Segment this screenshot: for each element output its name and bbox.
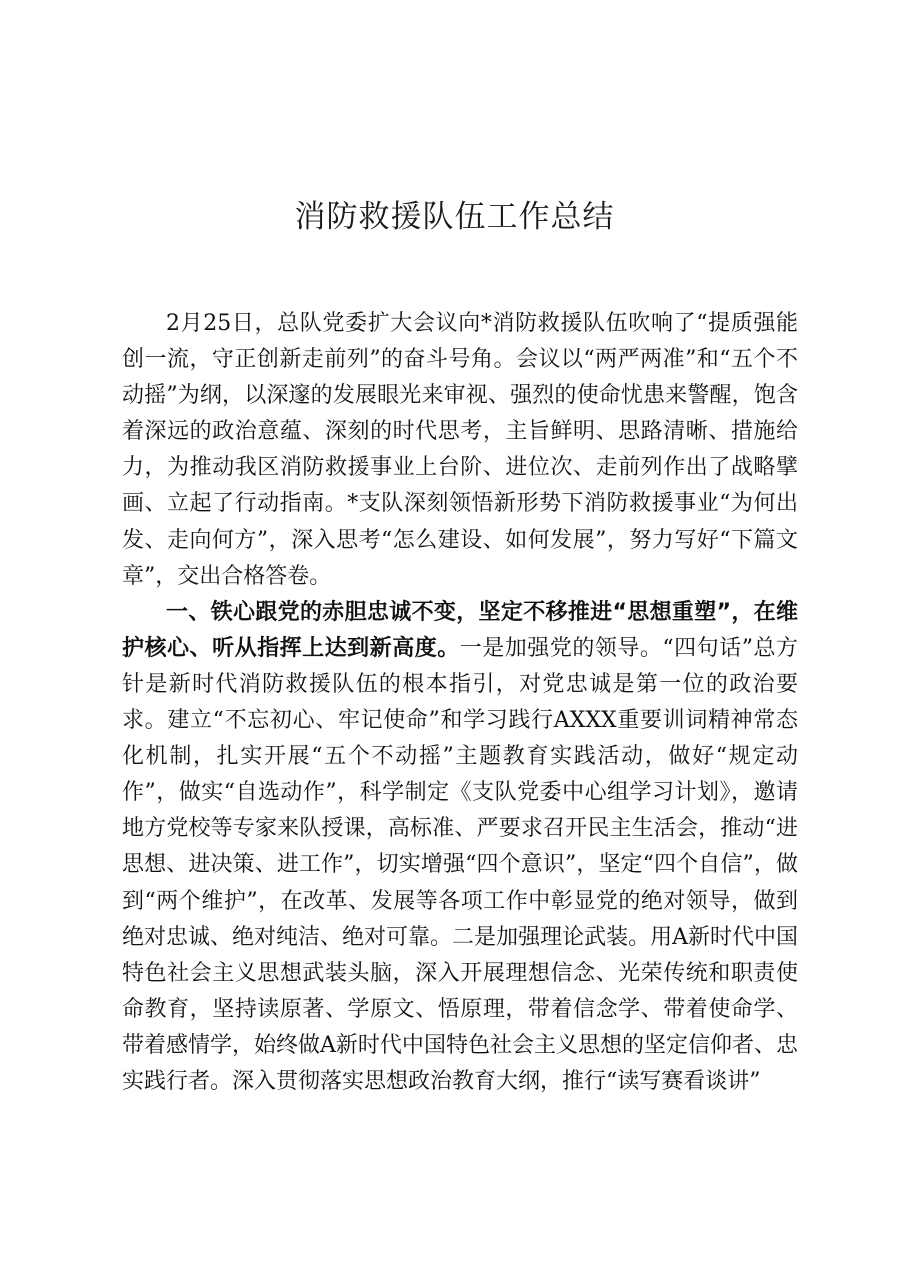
intro-paragraph-text: 2月25日，总队党委扩大会议向*消防救援队伍吹响了“提质强能创一流，守正创新走前列”的奋斗号角。会议以“两严两准”和“五个不动摇”为纲，以深邃的发展眼光来审视、强烈的使命忧患来警醒，饱含着深远的政治意蕴、深刻的时代思考，主旨鲜明、思路清晰、措施给力，为推动我区消防救援事业上台阶、进位次、走前列作出了战略擘画、立起了行动指南。*支队深刻领悟新形势下消防救援事业“为何出发、走向何方”，深入思考“怎么建设、如何发展”，努力写好“下篇文章”，交出合格答卷。: [122, 311, 798, 589]
section-one-paragraph: [122, 595, 798, 1100]
document-body: [122, 306, 798, 1100]
section-one-text: 一是加强党的领导。“四句话”总方针是新时代消防救援队伍的根本指引，对党忠诚是第一位的政治要求。建立“不忘初心、牢记使命”和学习践行AXXX重要训词精神常态化机制，扎实开展“五个不动摇”主题教育实践活动，做好“规定动作”，做实“自选动作”，科学制定《支队党委中心组学习计划》，邀请地方党校等专家来队授课，高标准、严要求召开民主生活会，推动“进思想、进决策、进工作”，切实增强“四个意识”，坚定“四个自信”，做到“两个维护”，在改革、发展等各项工作中彰显党的绝对领导，做到绝对忠诚、绝对纯洁、绝对可靠。二是加强理论武装。用A新时代中国特色社会主义思想武装头脑，深入开展理想信念、光荣传统和职责使命教育，坚持读原著、学原文、悟原理，带着信念学、带着使命学、带着感情学，始终做A新时代中国特色社会主义思想的坚定信仰者、忠实践行者。深入贯彻落实思想政治教育大纲，推行“读写赛看谈讲”: [122, 635, 798, 1094]
section-one-heading: 一、铁心跟党的赤胆忠诚不变，坚定不移推进“思想重塑”，在维护核心、听从指挥上达到新高度。: [122, 599, 798, 661]
intro-paragraph: [122, 306, 798, 595]
document-title: 消防救援队伍工作总结: [294, 199, 615, 235]
